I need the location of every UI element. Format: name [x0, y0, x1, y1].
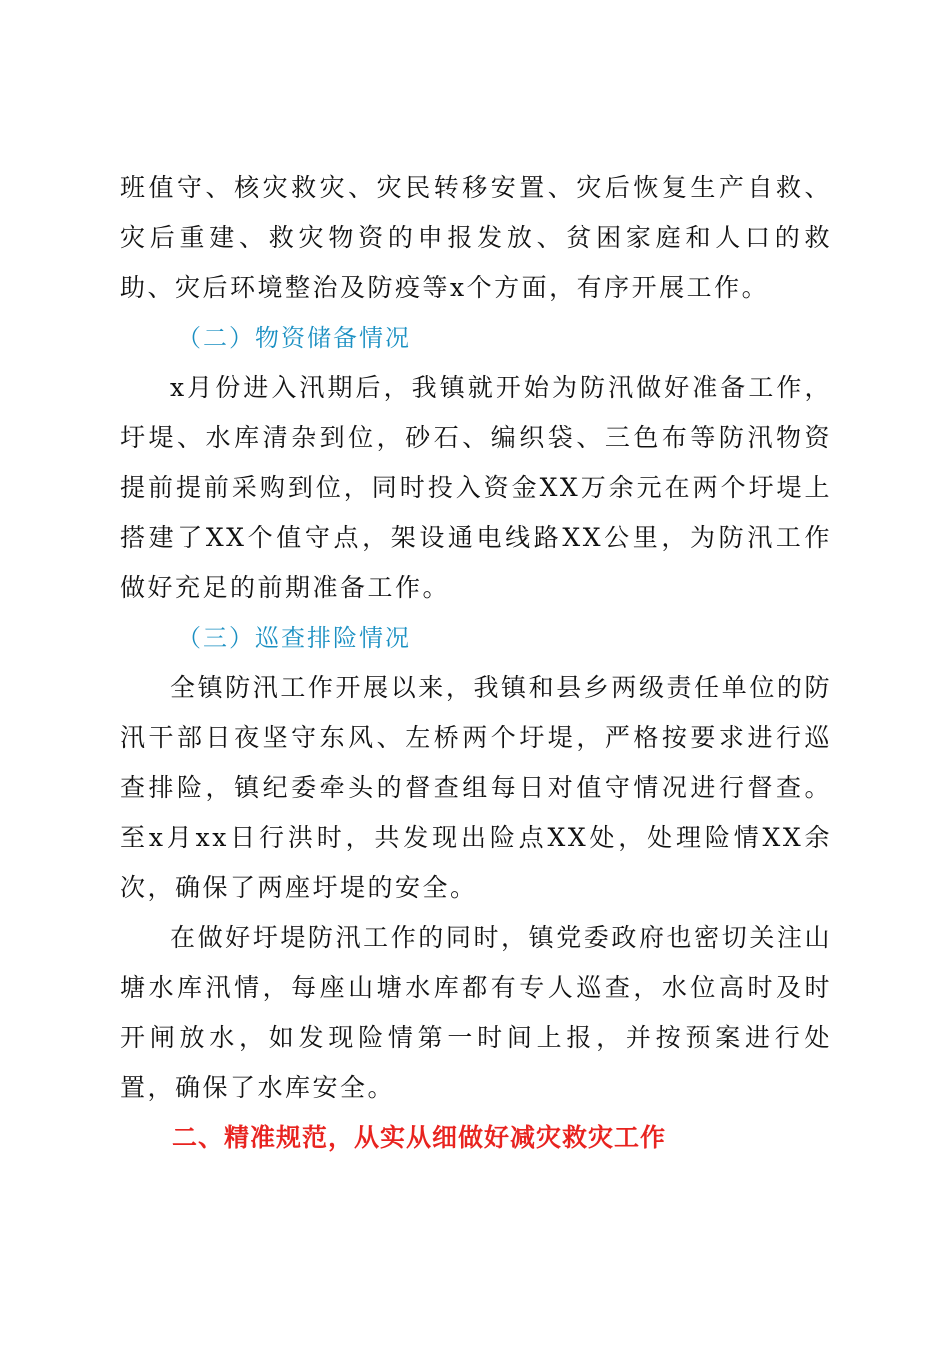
section-2-heading: （二）物资储备情况 — [177, 324, 411, 352]
section-3-paragraph-1: 全镇防汛工作开展以来，我镇和县乡两级责任单位的防汛干部日夜坚守东风、左桥两个圩堤，严格按要求进行巡查排险，镇纪委牵头的督查组每日对值守情况进行督查。至x月xx日行洪时，共发现出险点XX处，处理险情XX余次，确保了两座圩堤的安全。 — [120, 673, 832, 902]
section-3-heading: （三）巡查排险情况 — [177, 624, 411, 652]
section-2-paragraph: x月份进入汛期后，我镇就开始为防汛做好准备工作，圩堤、水库清杂到位，砂石、编织袋、三色布等防汛物资提前提前采购到位，同时投入资金XX万余元在两个圩堤上搭建了XX个值守点，架设通电线路XX公里，为防汛工作做好充足的前期准备工作。 — [120, 373, 832, 602]
section-3-paragraph-2: 在做好圩堤防汛工作的同时，镇党委政府也密切关注山塘水库汛情，每座山塘水库都有专人巡查，水位高时及时开闸放水，如发现险情第一时间上报，并按预案进行处置，确保了水库安全。 — [120, 923, 832, 1102]
document-body — [120, 163, 832, 1163]
part-2-heading: 二、精准规范，从实从细做好减灾救灾工作 — [172, 1123, 667, 1152]
paragraph-continued: 班值守、核灾救灾、灾民转移安置、灾后恢复生产自救、灾后重建、救灾物资的申报发放、贫困家庭和人口的救助、灾后环境整治及防疫等x个方面，有序开展工作。 — [120, 173, 832, 302]
